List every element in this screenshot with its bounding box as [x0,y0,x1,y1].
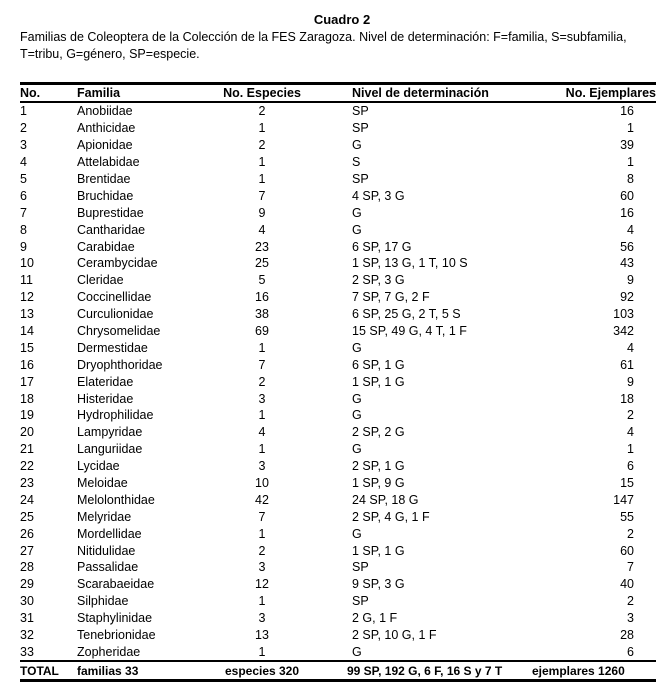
row-familia: Passalidae [77,560,139,575]
row-familia: Scarabaeidae [77,577,155,592]
row-no: 15 [20,340,34,355]
table-row [20,204,656,221]
row-especies: 9 [258,205,266,220]
row-familia: Languriidae [77,442,143,457]
row-no: 14 [20,324,34,339]
row-familia: Dermestidae [77,340,148,355]
row-familia: Bruchidae [77,188,134,203]
row-no: 33 [20,644,34,659]
row-nivel: 1 SP, 1 G [352,374,405,389]
row-especies: 2 [258,138,266,153]
row-no: 32 [20,628,34,643]
table-row [20,356,656,373]
row-nivel: 2 SP, 10 G, 1 F [352,628,437,643]
row-especies: 25 [255,256,269,271]
row-no: 28 [20,560,34,575]
row-especies: 1 [258,644,266,659]
row-nivel: 6 SP, 17 G [352,239,412,254]
row-ejemplares: 40 [620,577,634,592]
row-nivel: 1 SP, 9 G [352,476,405,491]
row-nivel: SP [352,594,369,609]
table-row [20,137,656,154]
row-no: 2 [20,121,27,136]
total-label: TOTAL [20,663,59,678]
table-row [20,559,656,576]
row-ejemplares: 4 [627,425,634,440]
row-ejemplares: 4 [627,222,634,237]
row-especies: 2 [258,104,266,119]
row-familia: Zopheridae [77,644,141,659]
row-no: 26 [20,526,34,541]
table-row [20,542,656,559]
row-nivel: G [352,644,362,659]
table-row [20,627,656,644]
row-nivel: SP [352,104,369,119]
row-especies: 7 [258,188,266,203]
row-familia: Anobiidae [77,104,133,119]
row-especies: 2 [258,374,266,389]
row-especies: 5 [258,273,266,288]
row-ejemplares: 103 [613,307,634,322]
total-nivel: 99 SP, 192 G, 6 F, 16 S y 7 T [347,663,503,678]
row-no: 30 [20,594,34,609]
row-no: 9 [20,239,27,254]
row-nivel: 2 SP, 4 G, 1 F [352,509,430,524]
table-row [20,644,656,662]
row-familia: Anthicidae [77,121,136,136]
row-nivel: 2 SP, 1 G [352,459,405,474]
row-especies: 69 [255,324,269,339]
row-ejemplares: 18 [620,391,634,406]
row-nivel: 9 SP, 3 G [352,577,405,592]
row-especies: 3 [258,560,266,575]
row-no: 25 [20,509,34,524]
row-nivel: 2 G, 1 F [352,611,398,626]
table-row [20,102,656,120]
row-no: 22 [20,459,34,474]
row-familia: Meloidae [77,476,128,491]
row-familia: Lampyridae [77,425,143,440]
row-especies: 7 [258,357,266,372]
row-nivel: S [352,155,361,170]
row-familia: Mordellidae [77,526,142,541]
table-row [20,339,656,356]
total-ejemplares: ejemplares 1260 [532,663,625,678]
row-ejemplares: 61 [620,357,634,372]
row-nivel: G [352,222,362,237]
row-especies: 3 [258,611,266,626]
table-title: Cuadro 2 [313,12,371,27]
row-nivel: 2 SP, 2 G [352,425,405,440]
row-nivel: G [352,138,362,153]
row-no: 13 [20,307,34,322]
row-familia: Melyridae [77,509,132,524]
table-row [20,373,656,390]
table-row [20,171,656,188]
row-familia: Tenebrionidae [77,628,156,643]
row-no: 1 [20,104,27,119]
row-no: 7 [20,205,27,220]
row-no: 24 [20,492,34,507]
row-ejemplares: 16 [620,205,634,220]
table-row [20,424,656,441]
coleoptera-families-table [20,82,656,682]
row-no: 29 [20,577,34,592]
row-ejemplares: 9 [627,374,634,389]
row-familia: Chrysomelidae [77,324,161,339]
row-especies: 1 [258,340,266,355]
row-nivel: 6 SP, 25 G, 2 T, 5 S [352,307,461,322]
row-familia: Buprestidae [77,205,144,220]
row-nivel: SP [352,121,369,136]
row-no: 21 [20,442,34,457]
table-row [20,238,656,255]
row-ejemplares: 342 [613,324,634,339]
row-especies: 10 [255,476,269,491]
row-especies: 2 [258,543,266,558]
row-ejemplares: 2 [627,408,634,423]
row-especies: 12 [255,577,269,592]
header-row [20,84,656,103]
row-especies: 1 [258,155,266,170]
total-especies: especies 320 [224,663,300,678]
table-row [20,508,656,525]
row-especies: 1 [258,121,266,136]
row-nivel: G [352,340,362,355]
row-familia: Melolonthidae [77,492,155,507]
table-row [20,323,656,340]
row-ejemplares: 2 [627,594,634,609]
table-row [20,593,656,610]
table-row [20,610,656,627]
table-row [20,475,656,492]
header-no: No. [20,86,41,100]
row-ejemplares: 4 [627,340,634,355]
row-ejemplares: 8 [627,172,634,186]
row-ejemplares: 6 [627,459,634,474]
row-nivel: 1 SP, 1 G [352,543,405,558]
row-ejemplares: 9 [627,273,634,288]
row-familia: Nitidulidae [77,543,136,558]
row-familia: Lycidae [77,459,120,474]
row-especies: 38 [255,307,269,322]
header-especies: No. Especies [223,86,301,100]
table-row [20,187,656,204]
row-familia: Staphylinidae [77,611,153,626]
row-nivel: SP [352,172,369,186]
row-no: 10 [20,256,34,271]
row-nivel: 6 SP, 1 G [352,357,405,372]
row-ejemplares: 15 [620,476,634,491]
row-especies: 1 [258,408,266,423]
row-nivel: G [352,442,362,457]
row-especies: 3 [258,391,266,406]
row-no: 20 [20,425,34,440]
row-familia: Curculionidae [77,307,154,322]
row-no: 27 [20,543,34,558]
table-row [20,289,656,306]
row-ejemplares: 7 [627,560,634,575]
row-no: 23 [20,476,34,491]
row-ejemplares: 147 [613,492,634,507]
table-row [20,491,656,508]
table-row [20,306,656,323]
row-familia: Coccinellidae [77,290,152,305]
row-ejemplares: 43 [620,256,634,271]
table-row [20,458,656,475]
row-familia: Cantharidae [77,222,146,237]
row-ejemplares: 60 [620,543,634,558]
table-row [20,120,656,137]
row-nivel: SP [352,560,369,575]
header-nivel: Nivel de determinación [352,86,489,100]
row-ejemplares: 3 [627,611,634,626]
table-row [20,407,656,424]
row-nivel: G [352,526,362,541]
header-ejemplares: No. Ejemplares [565,86,656,100]
row-familia: Elateridae [77,374,134,389]
table-row [20,154,656,171]
table-row [20,272,656,289]
row-especies: 16 [255,290,269,305]
table-row [20,441,656,458]
row-ejemplares: 2 [627,526,634,541]
header-familia: Familia [77,86,121,100]
row-especies: 1 [258,442,266,457]
row-familia: Cerambycidae [77,256,158,271]
row-familia: Carabidae [77,239,135,254]
row-especies: 42 [255,492,269,507]
total-familias: familias 33 [77,663,139,678]
row-especies: 4 [258,222,266,237]
table-row [20,525,656,542]
row-ejemplares: 1 [627,121,634,136]
row-familia: Silphidae [77,594,129,609]
row-no: 17 [20,374,34,389]
row-no: 12 [20,290,34,305]
row-no: 3 [20,138,27,153]
table-row [20,255,656,272]
row-familia: Cleridae [77,273,124,288]
row-no: 31 [20,611,34,626]
row-especies: 1 [258,594,266,609]
row-nivel: G [352,205,362,220]
row-ejemplares: 60 [620,188,634,203]
row-nivel: G [352,391,362,406]
row-ejemplares: 6 [627,644,634,659]
row-nivel: 4 SP, 3 G [352,188,405,203]
row-familia: Dryophthoridae [77,357,163,372]
row-especies: 3 [258,459,266,474]
row-familia: Brentidae [77,172,131,186]
row-no: 11 [20,273,33,288]
row-nivel: 2 SP, 3 G [352,273,405,288]
row-nivel: 7 SP, 7 G, 2 F [352,290,430,305]
row-nivel: G [352,408,362,423]
row-familia: Hydrophilidae [77,408,154,423]
row-nivel: 15 SP, 49 G, 4 T, 1 F [352,324,467,339]
row-no: 16 [20,357,34,372]
row-no: 19 [20,408,34,423]
row-nivel: 24 SP, 18 G [352,492,419,507]
row-no: 4 [20,155,27,170]
row-familia: Histeridae [77,391,134,406]
row-ejemplares: 55 [620,509,634,524]
row-no: 18 [20,391,34,406]
row-especies: 4 [258,425,266,440]
row-especies: 1 [258,526,266,541]
row-especies: 1 [258,172,266,186]
table-row [20,221,656,238]
row-ejemplares: 1 [627,442,634,457]
row-especies: 7 [258,509,266,524]
row-familia: Apionidae [77,138,133,153]
row-ejemplares: 39 [620,138,634,153]
row-ejemplares: 56 [620,239,634,254]
table-caption: Familias de Coleoptera de la Colección de la FES Zaragoza. Nivel de determinación: F=familia, S=subfamilia, T=tribu, G=género, SP=especie. [20,30,627,61]
row-no: 8 [20,222,27,237]
row-especies: 13 [255,628,269,643]
row-ejemplares: 16 [620,104,634,119]
row-ejemplares: 1 [627,155,634,170]
table-row [20,576,656,593]
row-especies: 23 [255,239,269,254]
table-row [20,390,656,407]
total-row [20,661,656,681]
row-ejemplares: 92 [620,290,634,305]
row-nivel: 1 SP, 13 G, 1 T, 10 S [352,256,468,271]
row-ejemplares: 28 [620,628,634,643]
row-familia: Attelabidae [77,155,140,170]
row-no: 6 [20,188,27,203]
row-no: 5 [20,172,27,186]
